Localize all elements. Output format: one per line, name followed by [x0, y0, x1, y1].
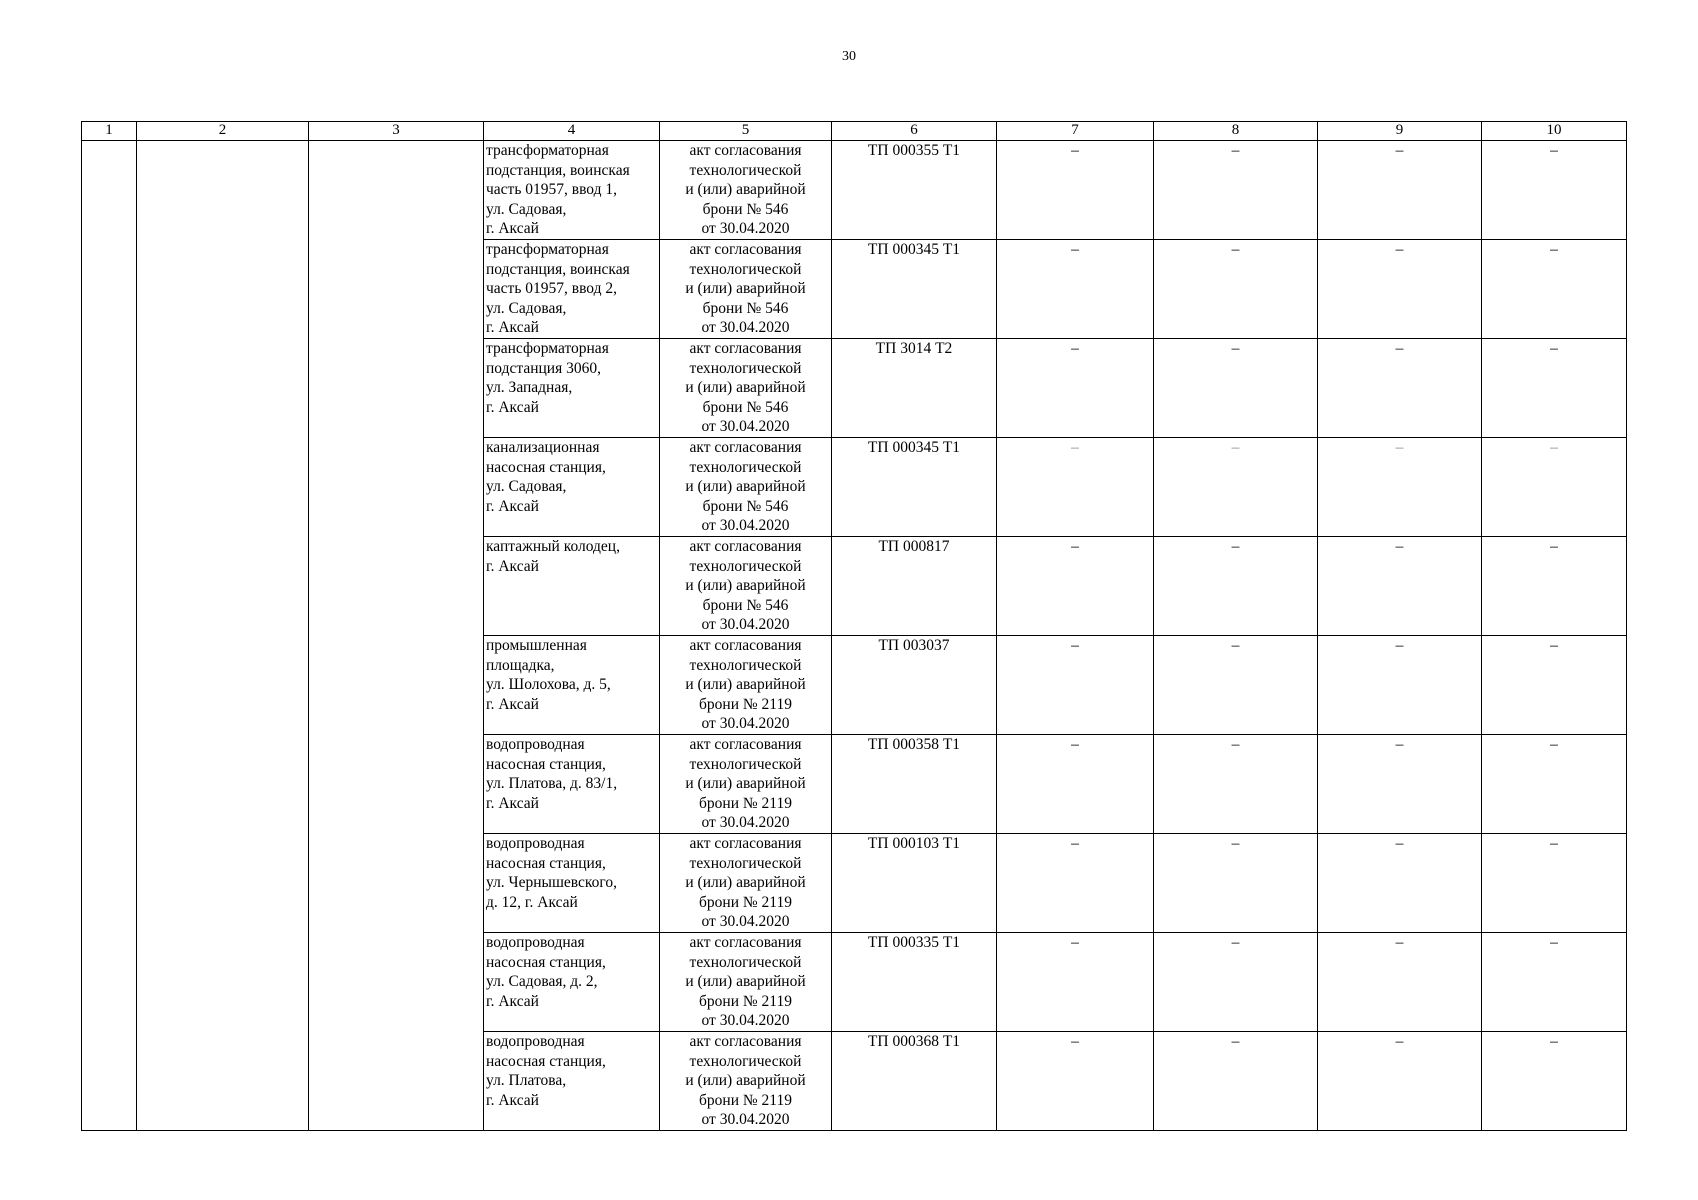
code-cell: ТП 000368 Т1 [832, 1032, 997, 1131]
dash-cell: – [1154, 1032, 1318, 1131]
dash-cell: – [997, 735, 1154, 834]
code-cell: ТП 000345 Т1 [832, 240, 997, 339]
code-cell: ТП 3014 Т2 [832, 339, 997, 438]
object-cell: трансформаторная подстанция 3060, ул. Западная, г. Аксай [484, 339, 660, 438]
object-cell: трансформаторная подстанция, воинская часть 01957, ввод 1, ул. Садовая, г. Аксай [484, 141, 660, 240]
dash-cell: – [1154, 636, 1318, 735]
dash-cell: – [1154, 735, 1318, 834]
column-1-cell [82, 141, 137, 1131]
document-cell: акт согласования технологической и (или) аварийной брони № 2119 от 30.04.2020 [660, 933, 832, 1032]
header-cell-6: 6 [832, 122, 997, 141]
dash-cell: – [1154, 834, 1318, 933]
code-cell: ТП 000355 Т1 [832, 141, 997, 240]
document-cell: акт согласования технологической и (или) аварийной брони № 2119 от 30.04.2020 [660, 735, 832, 834]
dash-cell: – [997, 141, 1154, 240]
dash-cell: – [1154, 240, 1318, 339]
dash-cell: – [1318, 141, 1482, 240]
dash-cell: – [1318, 834, 1482, 933]
header-cell-1: 1 [82, 122, 137, 141]
dash-cell: – [1318, 933, 1482, 1032]
object-cell: каптажный колодец, г. Аксай [484, 537, 660, 636]
dash-cell: – [1318, 735, 1482, 834]
dash-cell: – [1482, 339, 1627, 438]
dash-cell: – [1482, 735, 1627, 834]
document-cell: акт согласования технологической и (или) аварийной брони № 546 от 30.04.2020 [660, 339, 832, 438]
document-cell: акт согласования технологической и (или) аварийной брони № 2119 от 30.04.2020 [660, 636, 832, 735]
dash-cell: – [997, 933, 1154, 1032]
dash-cell: – [1318, 537, 1482, 636]
dash-cell: – [1482, 636, 1627, 735]
dash-cell: – [1482, 834, 1627, 933]
page-number: 30 [842, 49, 856, 64]
code-cell: ТП 000358 Т1 [832, 735, 997, 834]
dash-cell: – [1482, 933, 1627, 1032]
object-cell: водопроводная насосная станция, ул. Платова, г. Аксай [484, 1032, 660, 1131]
dash-cell: – [1482, 1032, 1627, 1131]
dash-cell: – [997, 834, 1154, 933]
header-cell-4: 4 [484, 122, 660, 141]
object-cell: промышленная площадка, ул. Шолохова, д. 5, г. Аксай [484, 636, 660, 735]
object-cell: трансформаторная подстанция, воинская часть 01957, ввод 2, ул. Садовая, г. Аксай [484, 240, 660, 339]
dash-cell: – [997, 636, 1154, 735]
dash-cell: – [997, 339, 1154, 438]
column-3-cell [309, 141, 484, 1131]
column-2-cell [137, 141, 309, 1131]
code-cell: ТП 000103 Т1 [832, 834, 997, 933]
dash-cell: – [1318, 1032, 1482, 1131]
dash-cell: – [1482, 537, 1627, 636]
object-cell: водопроводная насосная станция, ул. Садовая, д. 2, г. Аксай [484, 933, 660, 1032]
dash-cell: – [1154, 537, 1318, 636]
dash-cell: – [1154, 339, 1318, 438]
dash-cell: – [1482, 240, 1627, 339]
document-cell: акт согласования технологической и (или) аварийной брони № 546 от 30.04.2020 [660, 141, 832, 240]
dash-cell: – [1482, 141, 1627, 240]
code-cell: ТП 000345 Т1 [832, 438, 997, 537]
dash-cell: – [997, 438, 1154, 537]
header-cell-9: 9 [1318, 122, 1482, 141]
header-cell-10: 10 [1482, 122, 1627, 141]
data-table [81, 121, 1627, 1131]
dash-cell: – [1154, 438, 1318, 537]
table-row [82, 141, 1627, 240]
header-cell-7: 7 [997, 122, 1154, 141]
code-cell: ТП 003037 [832, 636, 997, 735]
header-cell-5: 5 [660, 122, 832, 141]
document-cell: акт согласования технологической и (или) аварийной брони № 546 от 30.04.2020 [660, 537, 832, 636]
dash-cell: – [1318, 438, 1482, 537]
dash-cell: – [1154, 141, 1318, 240]
dash-cell: – [1318, 636, 1482, 735]
header-row [82, 122, 1627, 141]
dash-cell: – [997, 240, 1154, 339]
document-cell: акт согласования технологической и (или) аварийной брони № 2119 от 30.04.2020 [660, 1032, 832, 1131]
code-cell: ТП 000817 [832, 537, 997, 636]
dash-cell: – [1482, 438, 1627, 537]
header-cell-8: 8 [1154, 122, 1318, 141]
object-cell: водопроводная насосная станция, ул. Платова, д. 83/1, г. Аксай [484, 735, 660, 834]
dash-cell: – [1318, 339, 1482, 438]
dash-cell: – [997, 1032, 1154, 1131]
object-cell: канализационная насосная станция, ул. Садовая, г. Аксай [484, 438, 660, 537]
header-cell-3: 3 [309, 122, 484, 141]
code-cell: ТП 000335 Т1 [832, 933, 997, 1032]
dash-cell: – [1318, 240, 1482, 339]
document-cell: акт согласования технологической и (или) аварийной брони № 546 от 30.04.2020 [660, 438, 832, 537]
object-cell: водопроводная насосная станция, ул. Чернышевского, д. 12, г. Аксай [484, 834, 660, 933]
dash-cell: – [1154, 933, 1318, 1032]
header-cell-2: 2 [137, 122, 309, 141]
document-cell: акт согласования технологической и (или) аварийной брони № 2119 от 30.04.2020 [660, 834, 832, 933]
document-cell: акт согласования технологической и (или) аварийной брони № 546 от 30.04.2020 [660, 240, 832, 339]
dash-cell: – [997, 537, 1154, 636]
